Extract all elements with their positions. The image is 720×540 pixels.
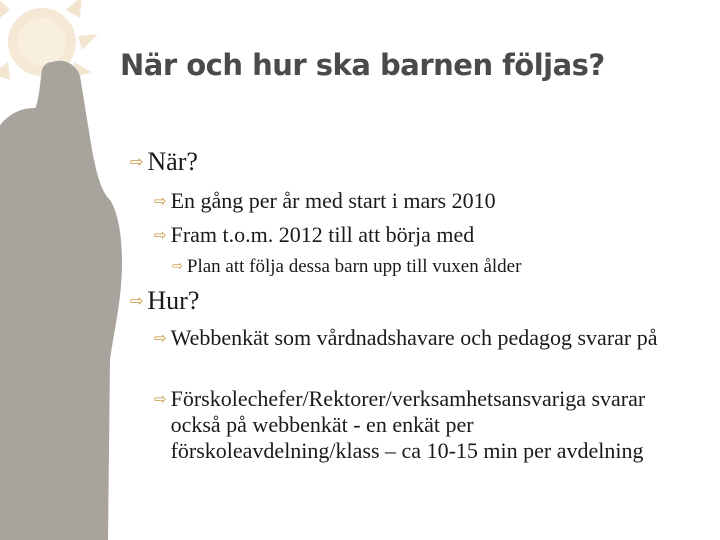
bullet-text: Fram t.o.m. 2012 till att börja med: [170, 222, 475, 247]
bullet-text: När?: [147, 147, 198, 176]
bullet-webbenkat: [154, 325, 664, 351]
arrow-bullet-icon: ⇨: [172, 259, 183, 274]
bullet-forskolechefer: [154, 386, 674, 464]
bullet-nar: [130, 147, 690, 177]
slide-title: När och hur ska barnen följas?: [120, 48, 605, 82]
arrow-bullet-icon: ⇨: [130, 152, 144, 171]
child-silhouette: [0, 61, 122, 540]
bullet-plan: [172, 256, 692, 278]
bullet-text: En gång per år med start i mars 2010: [170, 188, 496, 213]
bullet-en-gang: [154, 188, 694, 214]
bullet-text: Webbenkät som vårdnadshavare och pedagog svarar på: [170, 325, 658, 350]
arrow-bullet-icon: ⇨: [130, 291, 144, 310]
bullet-hur: [130, 286, 690, 316]
arrow-bullet-icon: ⇨: [154, 226, 167, 244]
arrow-bullet-icon: ⇨: [154, 390, 167, 408]
arrow-bullet-icon: ⇨: [154, 329, 167, 347]
bullet-fram-tom: [154, 222, 694, 248]
bullet-text: Förskolechefer/Rektorer/verksamhetsansvariga svarar också på webbenkät - en enkät per förskoleavdelning/klass – ca 10-15 min per avdelning: [170, 386, 646, 463]
bullet-text: Plan att följa dessa barn upp till vuxen ålder: [186, 256, 522, 277]
arrow-bullet-icon: ⇨: [154, 192, 167, 210]
bullet-text: Hur?: [147, 286, 200, 315]
